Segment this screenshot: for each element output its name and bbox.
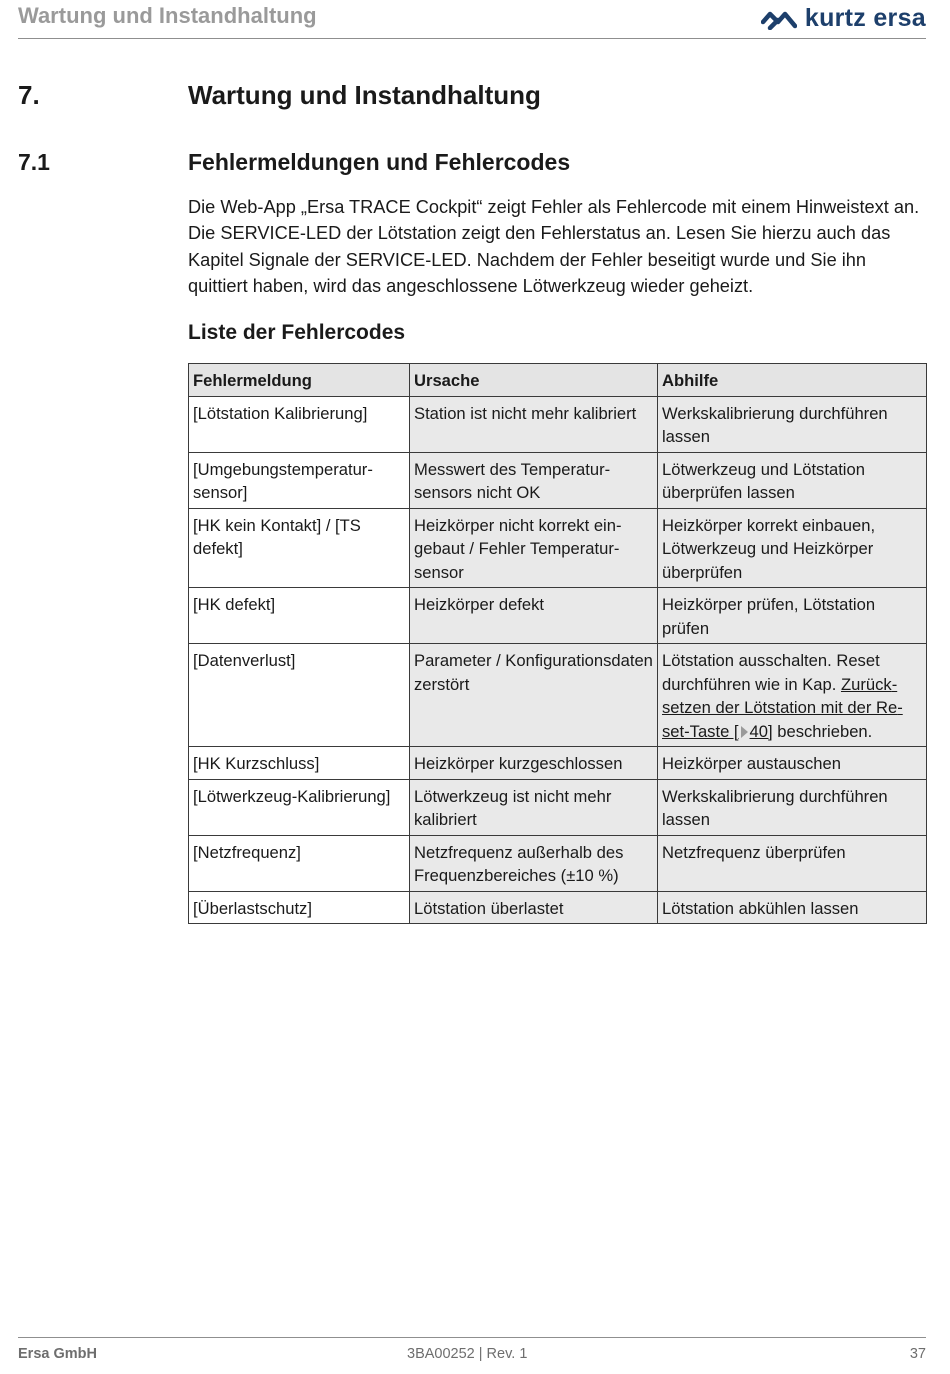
cell-message: [Überlastschutz] bbox=[189, 891, 410, 924]
section-title: Fehlermeldungen und Fehlercodes bbox=[188, 149, 571, 175]
cell-cause: Heizkörper defekt bbox=[410, 588, 658, 644]
running-head: Wartung und Instandhaltung bbox=[18, 3, 317, 28]
cross-reference-text: Zurücksetzen der Lötstation mit der Reset-Taste [ bbox=[662, 674, 903, 741]
section-number: 7.1 bbox=[18, 149, 50, 175]
footer-doc-id: 3BA00252 | Rev. 1 bbox=[407, 1346, 528, 1362]
cell-cause: Messwert des Temperatursensors nicht OK bbox=[410, 452, 658, 508]
footer-page-number: 37 bbox=[909, 1346, 926, 1362]
cell-message: [Netzfrequenz] bbox=[189, 835, 410, 891]
cell-remedy: Netzfrequenz überprüfen bbox=[658, 835, 927, 891]
cell-cause: Parameter / Konfigurationsdaten zerstört bbox=[410, 644, 658, 747]
page-ref-arrow-icon bbox=[741, 726, 748, 738]
cell-cause: Heizkörper kurzgeschlossen bbox=[410, 747, 658, 780]
table-row bbox=[189, 508, 927, 588]
cell-remedy: Heizkörper austauschen bbox=[658, 747, 927, 780]
table-row bbox=[189, 835, 927, 891]
error-code-table bbox=[188, 363, 927, 924]
cell-remedy bbox=[658, 644, 927, 747]
logo bbox=[761, 4, 926, 33]
cell-cause: Lötwerkzeug ist nicht mehr kalibriert bbox=[410, 779, 658, 835]
table-header-row bbox=[189, 364, 927, 397]
header-abhilfe: Abhilfe bbox=[658, 364, 927, 397]
cell-message: [Lötstation Kalibrierung] bbox=[189, 396, 410, 452]
intro-paragraph: Die Web-App „Ersa TRACE Cockpit“ zeigt Fehler als Fehlercode mit einem Hinweistext an. Die SERVICE-LED der Lötstation zeigt den Fehlerstatus an. Lesen Sie hierzu auch das Kapitel Signale der SERVICE-LED. Nachdem der Fehler beseitigt wurde und Sie ihn quittiert haben, wird das angeschlossene Lötwerkzeug wieder geheizt. bbox=[188, 197, 920, 297]
cell-remedy: Werkskalibrierung durchführen lassen bbox=[658, 396, 927, 452]
chapter-number: 7. bbox=[18, 80, 40, 110]
cell-message: [Umgebungstemperatursensor] bbox=[189, 452, 410, 508]
cell-cause: Lötstation überlastet bbox=[410, 891, 658, 924]
table-row bbox=[189, 891, 927, 924]
cross-reference-page: 40] bbox=[749, 721, 773, 741]
cell-cause: Station ist nicht mehr kalibriert bbox=[410, 396, 658, 452]
cell-message: [Datenverlust] bbox=[189, 644, 410, 747]
cell-message: [Lötwerkzeug-Kalibrierung] bbox=[189, 779, 410, 835]
cell-message: [HK Kurzschluss] bbox=[189, 747, 410, 780]
footer-company: Ersa GmbH bbox=[18, 1346, 97, 1362]
cell-remedy: Werkskalibrierung durchführen lassen bbox=[658, 779, 927, 835]
header-fehlermeldung: Fehlermeldung bbox=[189, 364, 410, 397]
table-row bbox=[189, 644, 927, 747]
chapter-title: Wartung und Instandhaltung bbox=[188, 80, 541, 110]
header-ursache: Ursache bbox=[410, 364, 658, 397]
table-row bbox=[189, 588, 927, 644]
cell-message: [HK kein Kontakt] / [TS defekt] bbox=[189, 508, 410, 588]
cell-remedy: Heizkörper prüfen, Lötstation prüfen bbox=[658, 588, 927, 644]
table-row bbox=[189, 396, 927, 452]
remedy-text: Lötstation ausschalten. Reset durchführen wie in Kap. bbox=[662, 651, 880, 694]
cell-remedy: Heizkörper korrekt einbauen, Lötwerkzeug und Heizkörper überprüfen bbox=[658, 508, 927, 588]
list-title: Liste der Fehlercodes bbox=[188, 321, 406, 344]
cell-cause: Heizkörper nicht korrekt eingebaut / Fehler Temperatursensor bbox=[410, 508, 658, 588]
logo-text: kurtz ersa bbox=[804, 4, 926, 32]
cell-message: [HK defekt] bbox=[189, 588, 410, 644]
cell-remedy: Lötstation abkühlen lassen bbox=[658, 891, 927, 924]
header-rule bbox=[18, 38, 926, 39]
cell-cause: Netzfrequenz außerhalb des Frequenzbereiches (±10 %) bbox=[410, 835, 658, 891]
table-row bbox=[189, 779, 927, 835]
remedy-suffix: beschrieben. bbox=[777, 721, 873, 741]
footer-rule bbox=[18, 1337, 926, 1338]
cell-remedy: Lötwerkzeug und Lötstation überprüfen lassen bbox=[658, 452, 927, 508]
table-row bbox=[189, 747, 927, 780]
kurtz-ersa-logo-icon bbox=[761, 8, 797, 30]
table-row bbox=[189, 452, 927, 508]
